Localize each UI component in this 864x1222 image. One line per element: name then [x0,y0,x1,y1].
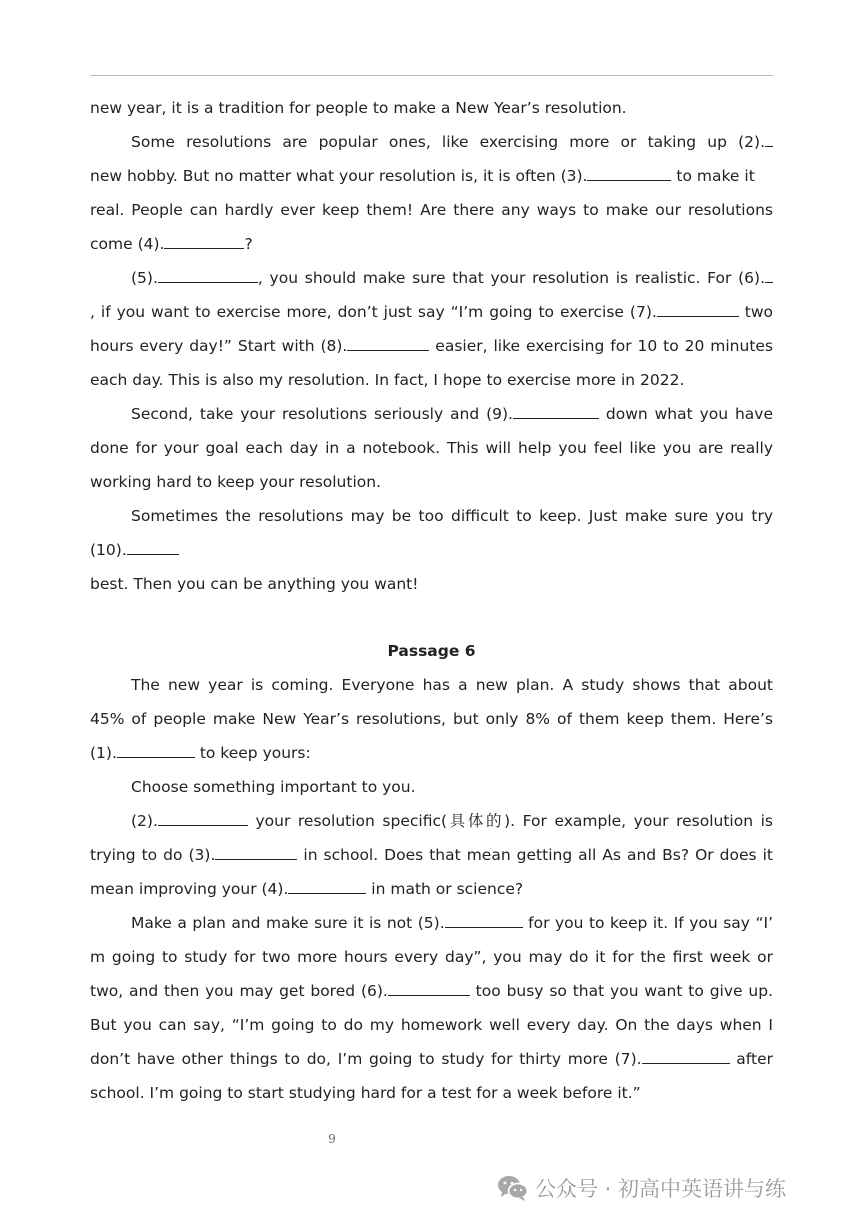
text-line: new year, it is a tradition for people to make a New Year’s resolution. [90,99,627,117]
text-line: m going to study for two more hours every day”, you may do it for the first week or [90,948,773,966]
text-line: 45% of people make New Year’s resolutions, but only 8% of them keep them. Here’s [90,710,773,728]
text-line: mean improving your (4). in math or science? [90,872,773,906]
text-line: Sometimes the resolutions may be too difficult to keep. Just make sure you try [131,507,773,525]
answer-blank[interactable] [158,809,248,826]
answer-blank[interactable] [642,1047,730,1064]
text-line: Make a plan and make sure it is not (5). for you to keep it. If you say “I’ [131,906,773,940]
text-line: trying to do (3). in school. Does that mean getting all As and Bs? Or does it [90,838,773,872]
answer-blank[interactable] [765,266,773,283]
answer-blank[interactable] [117,741,195,758]
watermark-text: 公众号 · 初高中英语讲与练 [535,1177,787,1201]
answer-blank[interactable] [513,402,599,419]
text-line: (2). your resolution specific(具体的). For example, your resolution is [131,804,773,838]
answer-blank[interactable] [657,300,739,317]
answer-blank[interactable] [164,232,244,249]
text-line: new hobby. But no matter what your resolution is, it is often (3). to make it [90,159,773,193]
answer-blank[interactable] [587,164,671,181]
text-line: hours every day!” Start with (8). easier, like exercising for 10 to 20 minutes [90,329,773,363]
text-line: The new year is coming. Everyone has a new plan. A study shows that about [131,676,773,694]
header-rule [90,75,773,76]
text-line: done for your goal each day in a notebook. This will help you feel like you are really [90,439,773,457]
text-line: Some resolutions are popular ones, like exercising more or taking up (2). [131,125,773,159]
text-line: (5). , you should make sure that your resolution is realistic. For (6). [131,261,773,295]
text-line: (10). [90,533,773,567]
text-line: best. Then you can be anything you want! [90,575,419,593]
text-line: working hard to keep your resolution. [90,473,381,491]
text-line: Second, take your resolutions seriously and (9). down what you have [131,397,773,431]
passage-heading: Passage 6 [387,642,476,660]
answer-blank[interactable] [347,334,429,351]
answer-blank[interactable] [215,843,297,860]
text-line: But you can say, “I’m going to do my homework well every day. On the days when I [90,1016,773,1034]
answer-blank[interactable] [288,877,366,894]
wechat-icon [497,1174,529,1202]
text-line: real. People can hardly ever keep them! Are there any ways to make our resolutions [90,201,773,219]
answer-blank[interactable] [127,538,179,555]
answer-blank[interactable] [765,130,773,147]
text-line: two, and then you may get bored (6). too busy so that you want to give up. [90,974,773,1008]
text-line: come (4). ? [90,227,773,261]
watermark [497,1170,786,1206]
answer-blank[interactable] [158,266,258,283]
text-line: don’t have other things to do, I’m going to study for thirty more (7). after [90,1042,773,1076]
page-number: 9 [328,1132,336,1146]
answer-blank[interactable] [445,911,523,928]
text-line: (1). to keep yours: [90,736,773,770]
text-line: Choose something important to you. [131,778,416,796]
text-line: , if you want to exercise more, don’t just say “I’m going to exercise (7). two [90,295,773,329]
text-line: each day. This is also my resolution. In fact, I hope to exercise more in 2022. [90,371,685,389]
answer-blank[interactable] [388,979,470,996]
text-line: school. I’m going to start studying hard for a test for a week before it.” [90,1084,641,1102]
